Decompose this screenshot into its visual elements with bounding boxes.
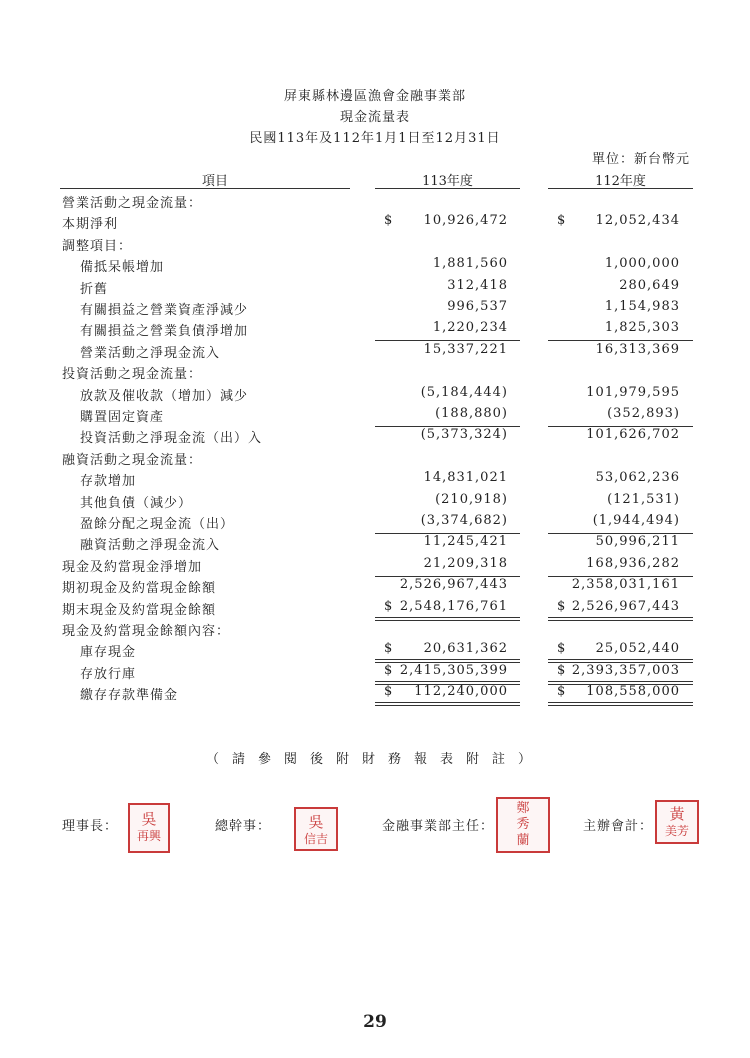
- rule-113-financing: [375, 533, 520, 534]
- column-header-113: 113年度: [422, 174, 473, 189]
- rule-113-ending-2: [375, 620, 520, 621]
- row-label: 現金及約當現金餘額內容：: [62, 624, 231, 639]
- currency-unit: 單位：新台幣元: [591, 152, 690, 167]
- dollar-sign-113: $: [384, 641, 394, 656]
- table-row: [0, 233, 750, 254]
- row-label: 庫存現金: [80, 645, 137, 660]
- header-underline-item: [60, 188, 350, 189]
- dollar-sign-112: $: [557, 641, 567, 656]
- table-row: [0, 682, 750, 703]
- gm-label: 總幹事：: [215, 819, 272, 834]
- chairman-seal: 吳 再興: [128, 803, 170, 853]
- value-113: 14,831,021: [423, 470, 508, 485]
- table-row: [0, 490, 750, 511]
- value-113: 112,240,000: [414, 684, 508, 699]
- row-label: 現金及約當現金淨增加: [62, 560, 203, 575]
- dollar-sign-113: $: [384, 684, 394, 699]
- value-112: 1,825,303: [604, 320, 680, 335]
- value-112: 50,996,211: [595, 534, 680, 549]
- row-label: 存放行庫: [80, 667, 137, 682]
- table-row: [0, 297, 750, 318]
- header-underline-112: [548, 188, 693, 189]
- table-row: [0, 597, 750, 618]
- rule-112-beginning: [548, 576, 693, 577]
- value-112: 25,052,440: [595, 641, 680, 656]
- row-label: 其他負債（減少）: [80, 496, 193, 511]
- table-row: [0, 532, 750, 553]
- rule-112-ending-1: [548, 617, 693, 618]
- table-row: [0, 254, 750, 275]
- gm-seal: 吳 信吉: [294, 807, 338, 851]
- finance-director-seal: 鄭 秀 蘭: [496, 797, 550, 853]
- rule-112-ending-2: [548, 620, 693, 621]
- row-label: 期末現金及約當現金餘額: [62, 603, 217, 618]
- table-row: [0, 425, 750, 446]
- value-112: 108,558,000: [586, 684, 680, 699]
- table-row: [0, 447, 750, 468]
- table-row: [0, 383, 750, 404]
- table-row: [0, 211, 750, 232]
- value-112: 101,626,702: [586, 427, 680, 442]
- row-label: 融資活動之淨現金流入: [80, 538, 221, 553]
- accountant-label: 主辦會計：: [583, 819, 654, 834]
- column-header-112: 112年度: [595, 174, 646, 189]
- value-112: 2,526,967,443: [571, 599, 680, 614]
- rule-113-reserve-1: [375, 702, 520, 703]
- statement-period: 民國113年及112年1月1日至12月31日: [249, 131, 501, 146]
- value-112: 101,979,595: [586, 385, 680, 400]
- value-113: 10,926,472: [423, 213, 508, 228]
- value-113: 2,415,305,399: [399, 663, 508, 678]
- value-113: (3,374,682): [420, 513, 508, 528]
- table-row: [0, 318, 750, 339]
- table-row: [0, 468, 750, 489]
- finance-director-label: 金融事業部主任：: [382, 819, 495, 834]
- table-row: [0, 404, 750, 425]
- row-label: 有關損益之營業負債淨增加: [80, 324, 249, 339]
- value-113: (5,184,444): [420, 385, 508, 400]
- row-label: 期初現金及約當現金餘額: [62, 581, 217, 596]
- value-112: 2,393,357,003: [571, 663, 680, 678]
- row-label: 營業活動之現金流量：: [62, 196, 203, 211]
- value-113: 20,631,362: [423, 641, 508, 656]
- rule-112-bank-2: [548, 684, 693, 685]
- row-label: 本期淨利: [62, 217, 119, 232]
- value-112: (121,531): [607, 492, 680, 507]
- value-113: (188,880): [435, 406, 508, 421]
- value-113: 15,337,221: [423, 342, 508, 357]
- rule-112-cash-1: [548, 659, 693, 660]
- rule-113-ending-1: [375, 617, 520, 618]
- row-label: 有關損益之營業資產淨減少: [80, 303, 249, 318]
- value-113: 312,418: [447, 278, 508, 293]
- table-row: [0, 340, 750, 361]
- page-number: 29: [363, 1012, 387, 1032]
- row-label: 存款增加: [80, 474, 137, 489]
- dollar-sign-112: $: [557, 213, 567, 228]
- value-112: 168,936,282: [586, 556, 680, 571]
- value-113: (210,918): [435, 492, 508, 507]
- value-113: 1,220,234: [432, 320, 508, 335]
- dollar-sign-112: $: [557, 599, 567, 614]
- table-row: [0, 554, 750, 575]
- rule-113-reserve-2: [375, 705, 520, 706]
- table-row: [0, 361, 750, 382]
- row-label: 盈餘分配之現金流（出）: [80, 517, 235, 532]
- rule-113-investing: [375, 426, 520, 427]
- row-label: 投資活動之現金流量：: [62, 367, 203, 382]
- dollar-sign-113: $: [384, 599, 394, 614]
- value-113: 11,245,421: [423, 534, 508, 549]
- table-row: [0, 639, 750, 660]
- table-row: [0, 276, 750, 297]
- value-113: 2,548,176,761: [399, 599, 508, 614]
- rule-113-bank-1: [375, 681, 520, 682]
- rule-112-financing: [548, 533, 693, 534]
- rule-112-reserve-1: [548, 702, 693, 703]
- value-112: 2,358,031,161: [571, 577, 680, 592]
- row-label: 折舊: [80, 282, 109, 297]
- accountant-seal: 黃 美芳: [655, 800, 699, 844]
- rule-112-cash-2: [548, 662, 693, 663]
- rule-112-operating: [548, 340, 693, 341]
- table-row: [0, 661, 750, 682]
- value-113: 996,537: [447, 299, 508, 314]
- rule-113-beginning: [375, 576, 520, 577]
- value-113: (5,373,324): [420, 427, 508, 442]
- dollar-sign-113: $: [384, 213, 394, 228]
- value-112: 53,062,236: [595, 470, 680, 485]
- value-112: 12,052,434: [595, 213, 680, 228]
- footnote: （請參閱後附財務報表附註）: [205, 752, 544, 767]
- value-113: 2,526,967,443: [399, 577, 508, 592]
- value-112: 1,154,983: [604, 299, 680, 314]
- rule-112-investing: [548, 426, 693, 427]
- row-label: 調整項目：: [62, 239, 133, 254]
- header-underline-113: [375, 188, 520, 189]
- row-label: 營業活動之淨現金流入: [80, 346, 221, 361]
- rule-113-bank-2: [375, 684, 520, 685]
- value-112: 280,649: [619, 278, 680, 293]
- row-label: 投資活動之淨現金流（出）入: [80, 431, 263, 446]
- row-label: 繳存存款準備金: [80, 688, 179, 703]
- rule-112-bank-1: [548, 681, 693, 682]
- chairman-label: 理事長：: [62, 819, 119, 834]
- table-row: [0, 511, 750, 532]
- dollar-sign-112: $: [557, 684, 567, 699]
- dollar-sign-112: $: [557, 663, 567, 678]
- org-name: 屏東縣林邊區漁會金融事業部: [283, 89, 466, 104]
- value-112: 1,000,000: [604, 256, 680, 271]
- value-112: 16,313,369: [595, 342, 680, 357]
- dollar-sign-113: $: [384, 663, 394, 678]
- row-label: 購置固定資產: [80, 410, 165, 425]
- row-label: 備抵呆帳增加: [80, 260, 165, 275]
- table-row: [0, 190, 750, 211]
- row-label: 融資活動之現金流量：: [62, 453, 203, 468]
- rule-113-operating: [375, 340, 520, 341]
- rule-113-cash-2: [375, 662, 520, 663]
- value-112: (352,893): [607, 406, 680, 421]
- value-113: 1,881,560: [432, 256, 508, 271]
- statement-title: 現金流量表: [339, 110, 410, 125]
- row-label: 放款及催收款（增加）減少: [80, 389, 249, 404]
- column-header-item: 項目: [201, 174, 228, 189]
- value-113: 21,209,318: [423, 556, 508, 571]
- table-row: [0, 618, 750, 639]
- table-row: [0, 575, 750, 596]
- rule-113-cash-1: [375, 659, 520, 660]
- value-112: (1,944,494): [592, 513, 680, 528]
- rule-112-reserve-2: [548, 705, 693, 706]
